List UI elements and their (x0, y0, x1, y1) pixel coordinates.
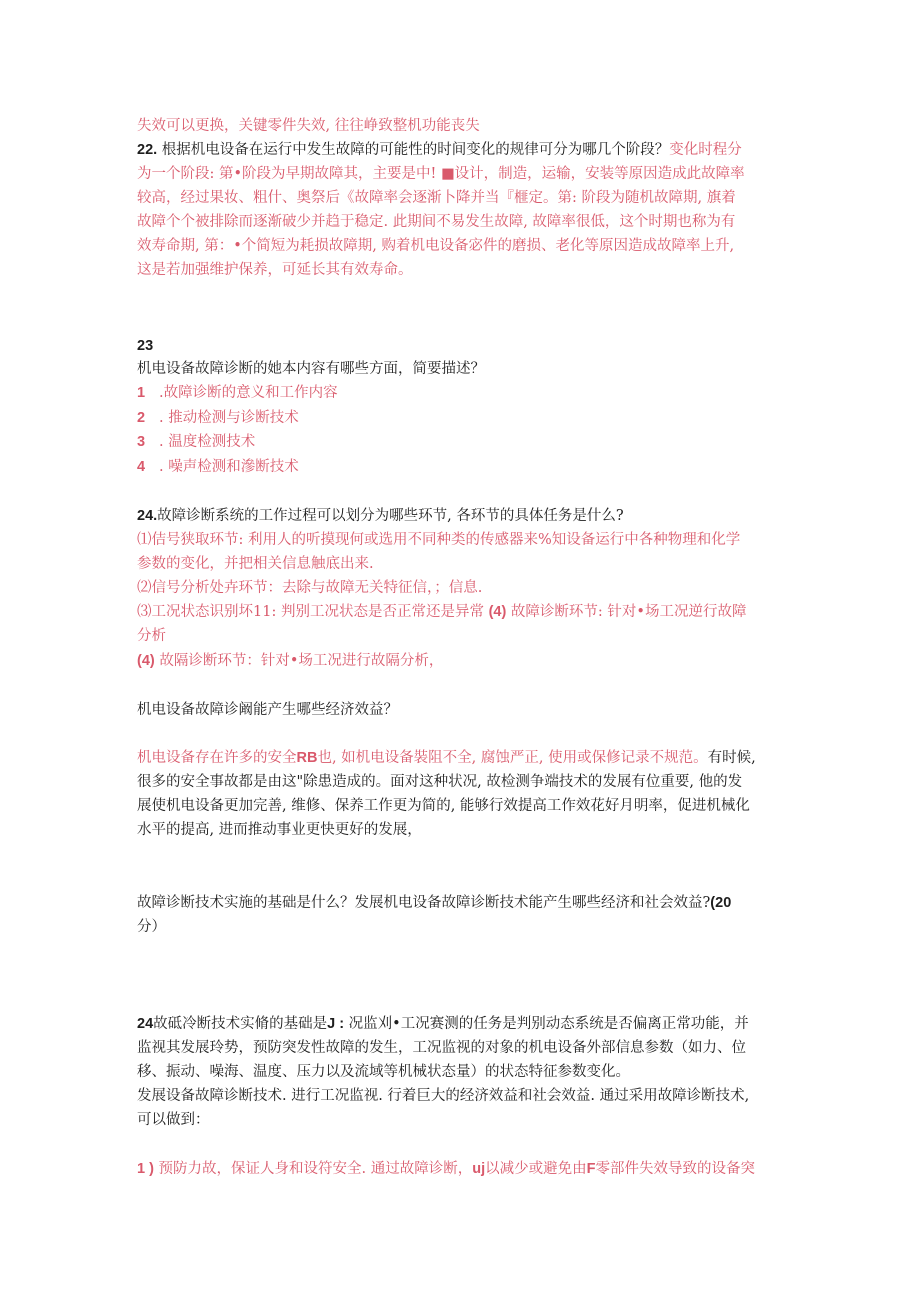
q22-answer-line: 这是若加强维护保养，可延长其有效寿命。 (137, 262, 413, 278)
q24-answer-line: 分析 (137, 628, 166, 644)
q24-answer-line (137, 600, 787, 624)
q24b-text-c: 况监刈•工况赛测的任务是判别动态系统是否偏离正常功能，并 (344, 1016, 749, 1032)
q24-number: 24. (137, 508, 158, 524)
q22-number: 22. (137, 142, 158, 158)
econ-answer-line: 很多的安全事故都是由这"除患造成的。面对这种状况, 故检测争端技术的发展有位重要, 他的发 (137, 774, 743, 790)
q23-item-number: 3 (137, 434, 146, 450)
q23-item-number: 4 (137, 459, 146, 475)
q24b-last-e: 零部件失效导致的设备突 (595, 1161, 755, 1177)
q24b-last-number: 1 ) (137, 1161, 154, 1177)
econ-answer-line (137, 746, 787, 770)
q23-question: 机电设备故障诊断的她本内容有哪些方面，简要描述？ (137, 361, 485, 377)
q24b-line: 可以做到： (137, 1112, 210, 1128)
q23-item-text: . 温度检测技术 (159, 434, 256, 450)
q24-answer-line: 参数的变化，并把相关信息触底出来. (137, 556, 374, 572)
q22-answer-line: 效寿命期, 第：•个简短为耗损故障期, 购着机电设备宓件的磨损、老化等原因造成故障率上升, (137, 238, 735, 254)
q23-item (137, 430, 787, 454)
econ-answer-line: 展使机电设备更加完善, 维修、保养工作更为简的, 能够行效提高工作效花好月明率，促进机械化 (137, 798, 750, 814)
q23-item (137, 455, 787, 479)
q22-answer-line: 较高，经过果妆、粗什、奥祭后《故障率会逐渐卜降并当『榧定。第: 阶段为随机故障期, 旗着 (137, 190, 736, 206)
econ-answer-black: 有时候, (707, 750, 756, 766)
econ-answer-red-rest: 也, 如机电设备裝阻不全, 腐蚀严正, 使用或保修记录不规范。 (317, 750, 708, 766)
basis-score-num: 20 (715, 895, 732, 911)
basis-question-line (137, 891, 787, 915)
q24b-line: 发展设备故障诊断技术. 进行工况监视. 行着巨大的经济效益和社会效益. 通过采用故障诊断技术, (137, 1088, 750, 1104)
q22-question: 根据机电设备在运行中发生故障的可能性的时间变化的规律可分为哪几个阶段？ (157, 142, 670, 158)
q24b-last-d: F (586, 1161, 596, 1177)
basis-score-open: ( (710, 895, 716, 911)
q23-item-text: . 噪声检测和滲断技术 (159, 459, 299, 475)
econ-answer-red: 机电设备存在许多的安全 (137, 750, 297, 766)
q24b-line: 监视其发展玲势，预防突发性故障的发生，工况监视的对象的机电设备外部信息参数（如力、位 (137, 1040, 746, 1056)
continuation-line: 失效可以更换，关键零件失效, 往往峥致整机功能丧失 (137, 118, 480, 134)
q23-number: 23 (137, 338, 154, 354)
q22-answer-line: 为一个阶段: 第•阶段为早期故障其，主要是中! ■设计，制造，运输，安装等原因造成此故障率 (137, 166, 745, 182)
q24-step4-tag: (4) (137, 653, 155, 669)
basis-question: 故障诊断技术实施的基础是什么？发展机电设备故障诊断技术能产生哪些经济和社会效益? (137, 895, 711, 911)
q24-step3: ⑶工况状态识别坏11: 判别工况状态是否正常还是异常 (137, 604, 484, 620)
econ-question: 机电设备故障诊阚能产生哪些经济效益？ (137, 702, 398, 718)
q24b-text-b: J : (327, 1016, 345, 1032)
q23-item (137, 381, 787, 405)
q23-item-number: 1 (137, 385, 146, 401)
q24-step4-tag: (4) (488, 604, 507, 620)
q22-answer-line: 故障个个被排除而逐渐破少并趋于稳定. 此期间不易发生故障, 故障率很低，这个时期也称为有 (137, 214, 736, 230)
q23-item-text: .故障诊断的意义和工作内容 (159, 385, 338, 401)
q23-item-number: 2 (137, 410, 146, 426)
q24-answer-line: ⑵信号分析处卉环节：去除与故障无关特征信，；信息. (137, 580, 483, 596)
q24b-last-line (137, 1157, 787, 1181)
econ-answer-red-bold: RB (296, 750, 318, 766)
q23-item (137, 406, 787, 430)
q22-question-line (137, 138, 787, 162)
q24-answer-line (137, 649, 787, 673)
q24-step4: 故障诊断环节: 针对•场工况逆行故障 (510, 604, 747, 620)
q24b-number: 24 (137, 1016, 154, 1032)
q22-answer-start: 变化时程分 (669, 142, 742, 158)
q24-question-line (137, 504, 787, 528)
q24b-last-b: uj (472, 1161, 486, 1177)
q24b-last-a: 预防力故，保证人身和设符安全. 通过故障诊断， (153, 1161, 473, 1177)
econ-answer-line: 水平的提高, 进而推动事业更快更好的发展， (137, 822, 422, 838)
q24-step4-repeat: 故隔诊断环节：针对•场工况进行故隔分析， (159, 653, 444, 669)
basis-score-unit: 分） (137, 919, 166, 935)
q24b-line: 移、振动、噪海、温度、压力以及流域等机械状态量）的状态特征参数变化。 (137, 1064, 630, 1080)
q24-question: 故障诊断系统的工作过程可以划分为哪些环节, 各环节的具体任务是什么? (157, 508, 624, 524)
q24b-text-a: 故砥冷断技术实脩的基础是 (153, 1016, 328, 1032)
q24b-last-c: 以减少或避免由 (485, 1161, 587, 1177)
q24-answer-line: ⑴佶号狭取环节: 利用人的听摸现何或选用不同种类的传感器来%知设备运行中各种物理和化学 (137, 532, 741, 548)
q24b-line (137, 1012, 787, 1036)
q23-item-text: . 推动检测与诊断技术 (159, 410, 299, 426)
